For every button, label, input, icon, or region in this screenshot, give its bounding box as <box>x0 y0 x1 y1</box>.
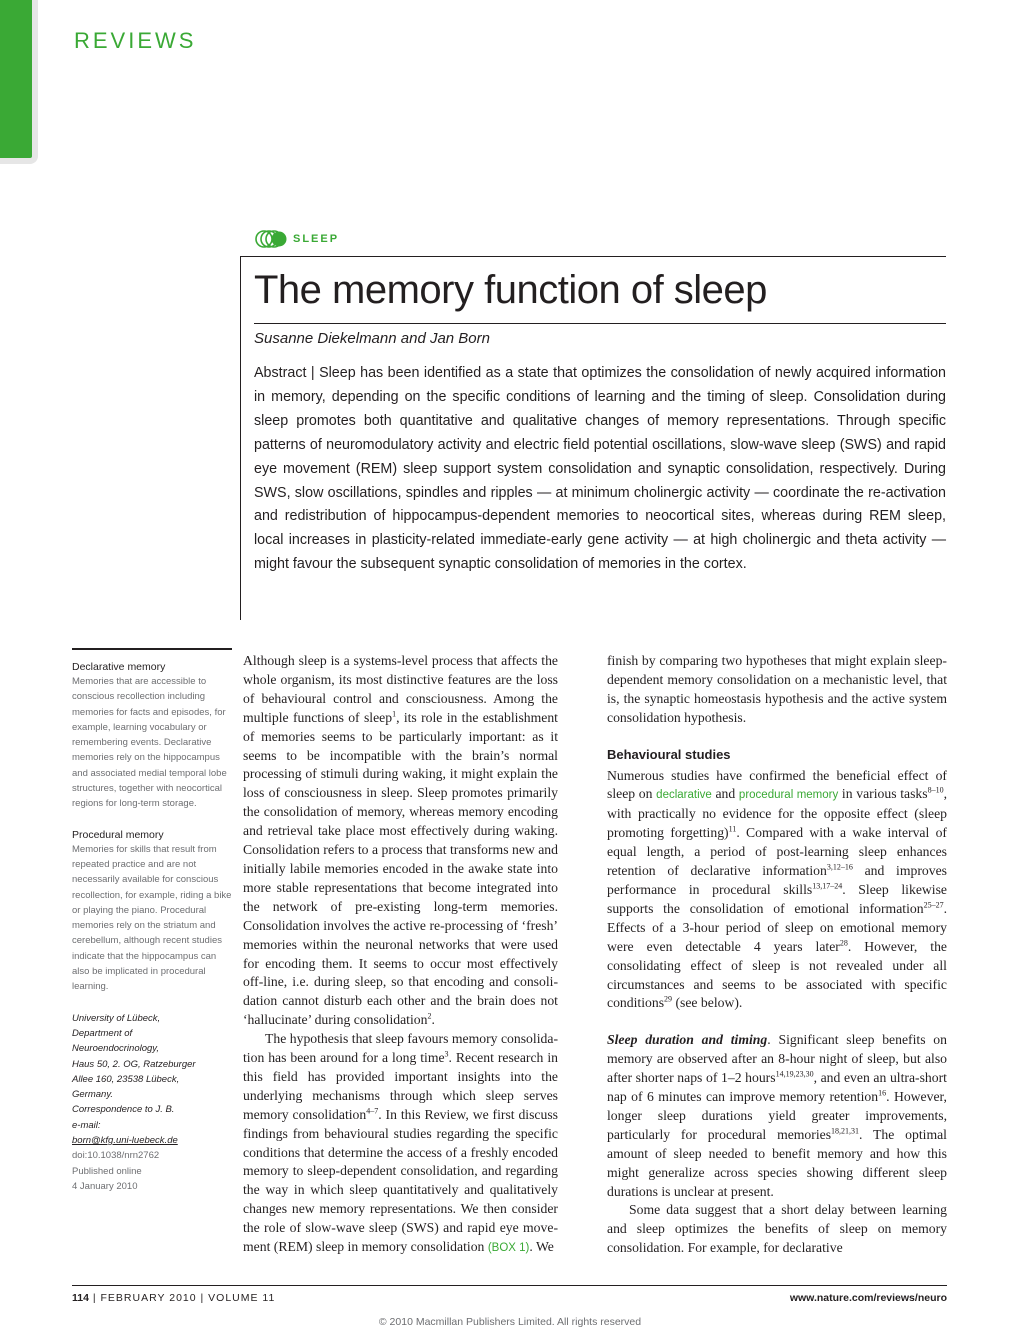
body-paragraph <box>243 1030 558 1258</box>
text-run: . However, the consolidating effect of sleep is not revealed under all circumstances and seems to be associated with specific conditions <box>607 938 947 1011</box>
reference[interactable]: 28 <box>839 938 848 948</box>
email-label: e-mail: <box>72 1119 101 1131</box>
category-tag <box>255 230 339 248</box>
reference[interactable]: 29 <box>664 994 673 1004</box>
text-run: . In this Review, we first discuss findings from behavioural studies regarding the specific conditions that determine the access of a freshly encoded memory to sleep-dependent consolidation, and regarding the way in which sleep quantitatively and qualitatively changes new memory representations. We then consider the role of slow-wave sleep (SWS) and rapid eye movement (REM) sleep in memory consolidation <box>243 1106 558 1255</box>
glossary-link[interactable]: procedural memory <box>738 789 839 802</box>
reference[interactable]: 16 <box>878 1088 887 1098</box>
body-paragraph <box>607 767 947 1014</box>
text-run: Numerous studies have confirmed the beneficial effect of sleep on <box>607 767 947 802</box>
affiliation-line: Allee 160, 23538 Lübeck, <box>72 1073 180 1085</box>
reference[interactable]: 3,12–16 <box>826 862 853 872</box>
body-paragraph <box>243 652 558 1030</box>
body-paragraph <box>607 1031 947 1201</box>
page-number: 114 <box>72 1292 89 1304</box>
text-run: Although sleep is a systems-level process that affects the whole organism, its most distinctive features are the loss of behavioural control and consciousness. Among the multiple functions of sleep <box>243 653 558 725</box>
text-run: . <box>431 1012 435 1028</box>
sleep-category-icon <box>255 230 289 248</box>
volume: VOLUME 11 <box>208 1292 276 1304</box>
author-affiliation <box>72 1011 232 1149</box>
subheading: Sleep duration and timing <box>607 1032 768 1048</box>
text-run: . Effects of a 3-hour period of sleep on emotional memory were even detectable 4 years later <box>607 900 947 954</box>
section-heading: Behavioural studies <box>607 746 731 762</box>
text-run: . The optimal amount of sleep needed to benefit memory and how this might generalize across species showing different sleep durations is unclear at present. <box>607 1126 947 1199</box>
published-date: 4 January 2010 <box>72 1180 138 1192</box>
text-run: . We <box>529 1239 554 1255</box>
text-run: (see below). <box>672 995 743 1011</box>
affiliation-line: Germany. <box>72 1089 114 1101</box>
glossary-term: Declarative memory <box>72 661 166 673</box>
affiliation-line: Haus 50, 2. OG, Ratzeburger <box>72 1058 196 1070</box>
sidebar <box>72 648 232 1194</box>
text-run: in various tasks <box>838 786 928 802</box>
text-run: , its role in the establishment of memories seems to be particularly important: as it seems to be incompatible with the brain’s normal processing of stimuli during waking, it might explain the loss of consciousness in sleep. Sleep promotes primarily the consolidation of memory, whereas memory encoding and retrieval take place most effectively during waking. Consolidation refers to a process that transforms new and initially labile memories encoded in the awake state into more stable representations that become integrated into the network of pre-existing long-term memories. Consolidation involves the active re-processing of ‘fresh’ memories within the neuronal networks that were used for encoding them. It seems to occur most effectively off-line, i.e. during sleep, so that encoding and consolidation cannot disturb each other and the brain does not ‘hallucinate’ during consolidation <box>243 709 558 1028</box>
abstract-side-rule <box>240 256 241 620</box>
box-link[interactable]: (BOX 1) <box>487 1242 530 1255</box>
body-column-right <box>607 652 947 1258</box>
text-run: , with practically no evidence for the opposite effect (sleep promoting forgetting) <box>607 786 948 841</box>
reference[interactable]: 13,17–24 <box>812 881 843 891</box>
section-color-tab <box>0 0 38 164</box>
footer-rule <box>72 1285 947 1286</box>
issue-date: FEBRUARY 2010 <box>100 1292 197 1304</box>
text-run: . Significant sleep benefits on memory are observed after an 8-hour night of sleep, but also after shorter naps of 1–2 hours <box>607 1032 947 1086</box>
title-bottom-rule <box>254 323 946 324</box>
title-top-rule <box>240 256 946 257</box>
sidebar-rule <box>72 648 232 650</box>
glossary-link[interactable]: declarative <box>656 789 712 802</box>
section-header: REVIEWS <box>74 28 197 53</box>
doi: doi:10.1038/nrn2762 <box>72 1150 160 1162</box>
glossary-definition: Memories that are accessible to conscious recollection including memories for facts and episodes, for example, learning vocabulary or remembering events. Declarative memories rely on the hippocampus and associated medial temporal lobe structures, together with neocortical regions for long-term storage. <box>72 676 227 810</box>
article-authors: Susanne Diekelmann and Jan Born <box>254 330 490 347</box>
affiliation-line: Neuroendocrinology, <box>72 1043 159 1055</box>
copyright: © 2010 Macmillan Publishers Limited. All rights reserved <box>378 1316 642 1328</box>
email-link[interactable]: born@kfg.uni-luebeck.de <box>72 1135 178 1147</box>
published-label: Published online <box>72 1165 142 1177</box>
text-run: , and even an ultra-short nap of 6 minutes can improve memory retention <box>607 1070 947 1105</box>
article-title: The memory function of sleep <box>254 268 767 312</box>
text-run: and <box>711 786 739 802</box>
reference[interactable]: 1 <box>392 709 397 719</box>
reference[interactable]: 25–27 <box>923 900 944 910</box>
reference[interactable]: 2 <box>427 1011 432 1021</box>
body-paragraph: finish by comparing two hypotheses that might explain sleep-dependent memory consolidation on a mechanistic level, that is, the synaptic homeostasis hypothesis and the active system consolidation hypothesis. <box>607 653 947 725</box>
reference[interactable]: 18,21,31 <box>831 1126 860 1136</box>
reference[interactable]: 8–10 <box>927 785 944 795</box>
footer-issue-info: 114 | FEBRUARY 2010 | VOLUME 11 <box>72 1292 276 1304</box>
reference[interactable]: 11 <box>728 824 737 834</box>
affiliation-line: University of Lübeck, <box>72 1012 161 1024</box>
text-run: . Recent research in this field has provided important insights into the underlying mechanisms through which sleep serves memory consolidation <box>243 1050 558 1122</box>
reference[interactable]: 14,19,23,30 <box>775 1069 814 1079</box>
glossary-term: Procedural memory <box>72 828 164 841</box>
body-paragraph: Some data suggest that a short delay between learning and sleep optimizes the benefits of sleep on memory consolidation. For example, for declarative <box>607 1202 947 1256</box>
text-run: . However, longer sleep durations yield greater improvements, particularly for procedural memories <box>607 1089 947 1142</box>
abstract: Abstract | Sleep has been identified as a state that optimizes the consolidation of newly acquired information in memory, depending on the specific conditions of learning and the timing of sleep. Consolidation during sleep promotes both quantitative and qualitative changes of memory representations. Through specific patterns of neuromodulatory activity and electric field potential oscillations, slow-wave sleep (SWS) and rapid eye movement (REM) sleep support system consolidation and synaptic consolidation, respectively. During SWS, slow oscillations, spindles and ripples — at minimum cholinergic activity — coordinate the re-activation and redistribution of hippocampus-dependent memories to neocortical sites, whereas during REM sleep, local increases in plasticity-related immediate-early gene activity — at high cholinergic and theta activity — might favour the subsequent synaptic consolidation of memories in the cortex. <box>254 365 946 573</box>
body-column-middle <box>243 652 558 1258</box>
reference[interactable]: 4–7 <box>366 1106 379 1116</box>
correspondence: Correspondence to J. B. <box>72 1104 175 1116</box>
affiliation-line: Department of <box>72 1027 133 1039</box>
text-run: . Compared with a wake interval of equal length, a period of post-learning sleep enhances retention of declarative information <box>607 825 947 879</box>
text-run: . Sleep likewise supports the consolidation of emotional information <box>607 881 947 916</box>
journal-website[interactable]: www.nature.com/reviews/neuro <box>789 1292 947 1304</box>
text-run: and improves performance in procedural skills <box>607 863 947 897</box>
glossary-definition: Memories for skills that result from repeated practice and are not necessarily available for conscious recollection, for example, riding a bike or playing the piano. Procedural memories rely on the striatum and cerebellum, although recent studies indicate that the hippocampus can also be implicated in procedural learning. <box>72 843 232 993</box>
reference[interactable]: 3 <box>444 1049 449 1059</box>
text-run: The hypothesis that sleep favours memory consolidation has been around for a long time <box>243 1031 558 1066</box>
category-label: SLEEP <box>293 233 340 245</box>
